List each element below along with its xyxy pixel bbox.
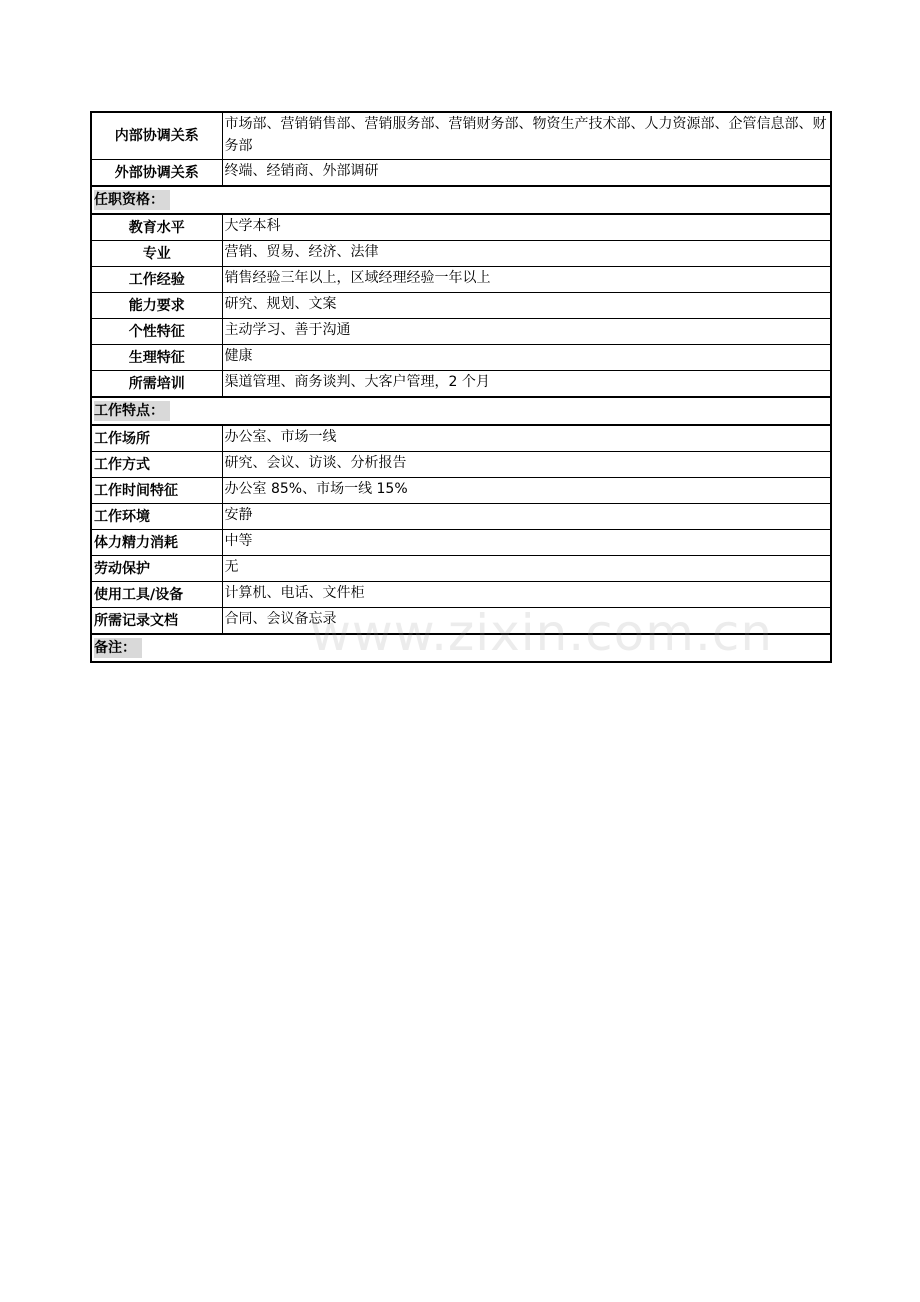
workplace-value: 办公室、市场一线	[222, 425, 831, 452]
labor-protection-value: 无	[222, 556, 831, 582]
experience-value: 销售经验三年以上，区域经理经验一年以上	[222, 267, 831, 293]
work-environment-value: 安静	[222, 504, 831, 530]
table-row	[91, 345, 831, 371]
table-row	[91, 293, 831, 319]
labor-protection-label: 劳动保护	[91, 556, 222, 582]
table-row	[91, 267, 831, 293]
ability-label: 能力要求	[91, 293, 222, 319]
training-value: 渠道管理、商务谈判、大客户管理，2 个月	[222, 371, 831, 398]
table-row	[91, 319, 831, 345]
records-label: 所需记录文档	[91, 608, 222, 635]
section-title-work-features: 工作特点：	[94, 401, 170, 421]
work-environment-label: 工作环境	[91, 504, 222, 530]
internal-coordination-label: 内部协调关系	[91, 112, 222, 160]
education-label: 教育水平	[91, 214, 222, 241]
education-value: 大学本科	[222, 214, 831, 241]
work-time-label: 工作时间特征	[91, 478, 222, 504]
training-label: 所需培训	[91, 371, 222, 398]
records-value: 合同、会议备忘录	[222, 608, 831, 635]
workplace-label: 工作场所	[91, 425, 222, 452]
major-label: 专业	[91, 241, 222, 267]
physiology-label: 生理特征	[91, 345, 222, 371]
tools-value: 计算机、电话、文件柜	[222, 582, 831, 608]
table-row	[91, 425, 831, 452]
energy-consumption-value: 中等	[222, 530, 831, 556]
table-row	[91, 452, 831, 478]
section-remarks	[91, 634, 831, 662]
work-time-value: 办公室 85%、市场一线 15%	[222, 478, 831, 504]
job-description-table	[90, 111, 832, 663]
external-coordination-value: 终端、经销商、外部调研	[222, 160, 831, 187]
table-row	[91, 556, 831, 582]
tools-label: 使用工具/设备	[91, 582, 222, 608]
work-mode-value: 研究、会议、访谈、分析报告	[222, 452, 831, 478]
table-row	[91, 608, 831, 635]
watermark: www.zixin.com.cn	[310, 604, 774, 662]
section-work-features	[91, 397, 831, 425]
section-title-remarks: 备注：	[94, 638, 142, 658]
physiology-value: 健康	[222, 345, 831, 371]
table-row	[91, 504, 831, 530]
section-qualifications	[91, 186, 831, 214]
ability-value: 研究、规划、文案	[222, 293, 831, 319]
experience-label: 工作经验	[91, 267, 222, 293]
major-value: 营销、贸易、经济、法律	[222, 241, 831, 267]
internal-coordination-value: 市场部、营销销售部、营销服务部、营销财务部、物资生产技术部、人力资源部、企管信息部、财务部	[222, 112, 831, 160]
work-mode-label: 工作方式	[91, 452, 222, 478]
table-row	[91, 478, 831, 504]
table-row	[91, 582, 831, 608]
table-row	[91, 214, 831, 241]
job-description-document	[90, 111, 830, 663]
energy-consumption-label: 体力精力消耗	[91, 530, 222, 556]
personality-value: 主动学习、善于沟通	[222, 319, 831, 345]
section-title-qualifications: 任职资格：	[94, 190, 170, 210]
table-row-external-coordination	[91, 160, 831, 187]
table-row	[91, 241, 831, 267]
table-row	[91, 530, 831, 556]
table-row	[91, 371, 831, 398]
table-row-internal-coordination	[91, 112, 831, 160]
personality-label: 个性特征	[91, 319, 222, 345]
external-coordination-label: 外部协调关系	[91, 160, 222, 187]
